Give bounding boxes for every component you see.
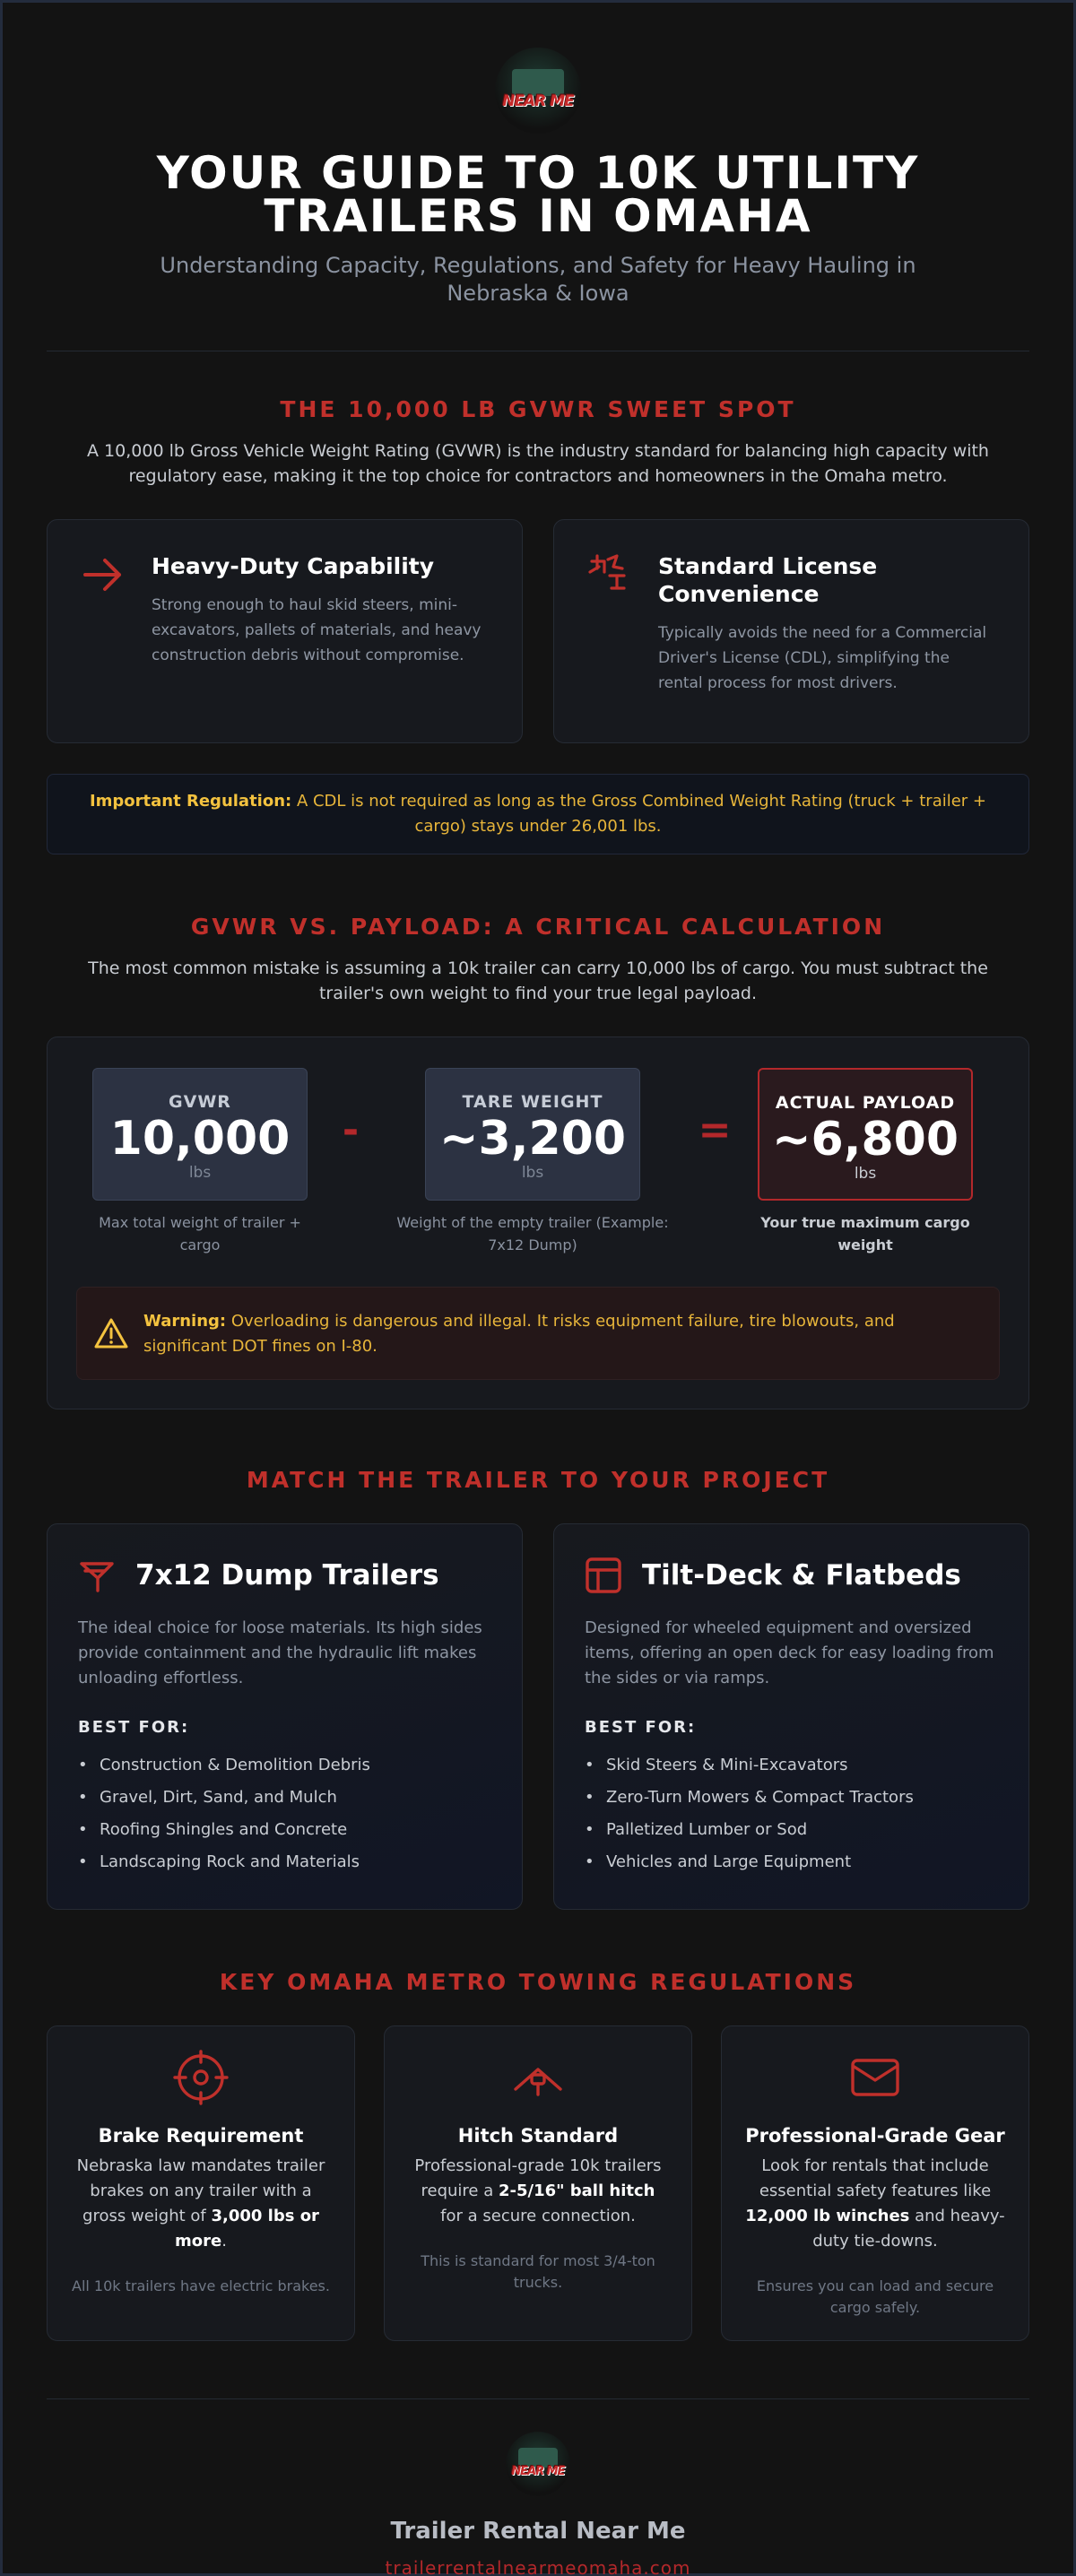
warning-text: Overloading is dangerous and illegal. It risks equipment failure, tire blowouts, and significant DOT fines on I-80. xyxy=(143,1312,895,1356)
list-item: • Roofing Shingles and Concrete xyxy=(78,1814,491,1846)
tare-unit: lbs xyxy=(521,1164,544,1182)
gvwr-box xyxy=(92,1068,308,1201)
best-for-label: BEST FOR: xyxy=(78,1718,190,1737)
logo-text: NEAR ME xyxy=(511,2465,565,2478)
page-subtitle: Understanding Capacity, Regulations, and Safety for Heavy Hauling in Nebraska & Iowa xyxy=(160,253,916,306)
payload-calculation xyxy=(47,1036,1029,1409)
logo-text: NEAR ME xyxy=(502,92,574,110)
tare-description: Weight of the empty trailer (Example: 7x12 Dump) xyxy=(396,1214,669,1253)
regulation-card-brakes xyxy=(47,2025,355,2341)
trailer-card-dump xyxy=(47,1523,523,1910)
footer-logo xyxy=(506,2432,570,2496)
section-title-payload: GVWR VS. PAYLOAD: A CRITICAL CALCULATION xyxy=(190,914,886,940)
regulation-notice xyxy=(47,774,1029,854)
list-item: • Landscaping Rock and Materials xyxy=(78,1846,491,1878)
trailer-text: Designed for wheeled equipment and oversized items, offering an open deck for easy loading from the sides or via ramps. xyxy=(585,1618,994,1687)
warning-icon xyxy=(93,1316,129,1352)
trailer-card-flatbed xyxy=(553,1523,1029,1910)
tare-label: TARE WEIGHT xyxy=(462,1092,603,1112)
list-item: • Skid Steers & Mini-Excavators xyxy=(585,1749,998,1782)
title-line-2: TRAILERS IN OMAHA xyxy=(264,190,812,242)
trailer-text: The ideal choice for loose materials. Its high sides provide containment and the hydraulic lift makes unloading effortless. xyxy=(78,1618,482,1687)
regulation-note: This is standard for most 3/4-ton trucks. xyxy=(421,2252,655,2291)
list-item: • Vehicles and Large Equipment xyxy=(585,1846,998,1878)
feature-text: Strong enough to haul skid steers, mini-excavators, pallets of materials, and heavy construction debris without compromise. xyxy=(152,596,482,664)
footer-brand-name: Trailer Rental Near Me xyxy=(390,2518,686,2545)
minus-sign: - xyxy=(342,1107,360,1153)
dump-trailer-icon xyxy=(78,1557,116,1594)
section-intro-sweet-spot: A 10,000 lb Gross Vehicle Weight Rating (GVWR) is the industry standard for balancing high capacity with regulatory ease, making it the top choice for contractors and homeowners in the Omaha metro. xyxy=(87,441,989,486)
regulation-text: Look for rentals that include essential safety features like 12,000 lb winches and heavy-duty tie-downs. xyxy=(745,2156,1005,2251)
title-line-1: YOUR GUIDE TO 10K UTILITY xyxy=(156,147,920,199)
notice-label: Important Regulation: xyxy=(89,792,292,811)
regulation-card-gear xyxy=(721,2025,1029,2341)
section-title-regulations: KEY OMAHA METRO TOWING REGULATIONS xyxy=(219,1969,857,1995)
best-for-list xyxy=(585,1749,998,1878)
feature-text: Typically avoids the need for a Commercial Driver's License (CDL), simplifying the rental process for most drivers. xyxy=(658,624,987,692)
regulation-note: Ensures you can load and secure cargo safely. xyxy=(756,2277,994,2316)
best-for-list xyxy=(78,1749,491,1878)
regulation-title: Brake Requirement xyxy=(98,2125,304,2147)
feature-card-license xyxy=(553,519,1029,743)
regulation-card-hitch xyxy=(384,2025,692,2341)
section-intro-payload: The most common mistake is assuming a 10k trailer can carry 10,000 lbs of cargo. You must subtract the trailer's own weight to find your true legal payload. xyxy=(88,958,988,1003)
regulation-text: Nebraska law mandates trailer brakes on any trailer with a gross weight of 3,000 lbs or more. xyxy=(76,2156,325,2251)
equals-sign: = xyxy=(698,1107,732,1153)
trailer-title: 7x12 Dump Trailers xyxy=(135,1559,439,1592)
list-item: • Zero-Turn Mowers & Compact Tractors xyxy=(585,1782,998,1814)
feature-title: Heavy-Duty Capability xyxy=(152,553,435,579)
license-icon xyxy=(586,552,631,597)
feature-card-heavy-duty xyxy=(47,519,523,743)
overload-warning xyxy=(76,1287,1000,1380)
actual-payload-box xyxy=(758,1068,973,1201)
tare-weight-box xyxy=(425,1068,640,1201)
tare-value: ~3,200 xyxy=(438,1112,627,1166)
section-title-sweet-spot: THE 10,000 LB GVWR SWEET SPOT xyxy=(280,396,796,422)
gvwr-description: Max total weight of trailer + cargo xyxy=(99,1214,301,1253)
gvwr-label: GVWR xyxy=(169,1092,231,1112)
section-title-match: MATCH THE TRAILER TO YOUR PROJECT xyxy=(246,1467,830,1493)
regulation-text: Professional-grade 10k trailers require a 2-5/16" ball hitch for a secure connection. xyxy=(414,2156,662,2225)
footer xyxy=(47,2399,1029,2576)
warning-label: Warning: xyxy=(143,1312,227,1331)
actual-value: ~6,800 xyxy=(771,1113,959,1167)
gvwr-value: 10,000 xyxy=(109,1112,291,1166)
footer-url-link[interactable]: trailerrentalnearmeomaha.com xyxy=(385,2557,691,2576)
best-for-label: BEST FOR: xyxy=(585,1718,697,1737)
arrow-right-icon xyxy=(80,552,125,597)
regulation-note: All 10k trailers have electric brakes. xyxy=(72,2277,330,2294)
gvwr-unit: lbs xyxy=(188,1164,212,1182)
actual-unit: lbs xyxy=(854,1165,877,1183)
hitch-icon xyxy=(510,2050,566,2105)
brand-logo xyxy=(495,48,581,134)
brake-target-icon xyxy=(173,2050,229,2105)
page-title xyxy=(47,147,1029,242)
feature-title: Standard License Convenience xyxy=(658,553,878,607)
actual-label: ACTUAL PAYLOAD xyxy=(775,1093,956,1113)
list-item: • Gravel, Dirt, Sand, and Mulch xyxy=(78,1782,491,1814)
notice-text: A CDL is not required as long as the Gross Combined Weight Rating (truck + trailer + cargo) stays under 26,001 lbs. xyxy=(291,792,987,836)
list-item: • Palletized Lumber or Sod xyxy=(585,1814,998,1846)
regulation-title: Professional-Grade Gear xyxy=(745,2125,1005,2147)
gear-box-icon xyxy=(847,2050,903,2105)
list-item: • Construction & Demolition Debris xyxy=(78,1749,491,1782)
trailer-title: Tilt-Deck & Flatbeds xyxy=(642,1559,961,1592)
flatbed-icon xyxy=(585,1557,622,1594)
actual-description: Your true maximum cargo weight xyxy=(760,1214,970,1253)
regulation-title: Hitch Standard xyxy=(457,2125,619,2147)
